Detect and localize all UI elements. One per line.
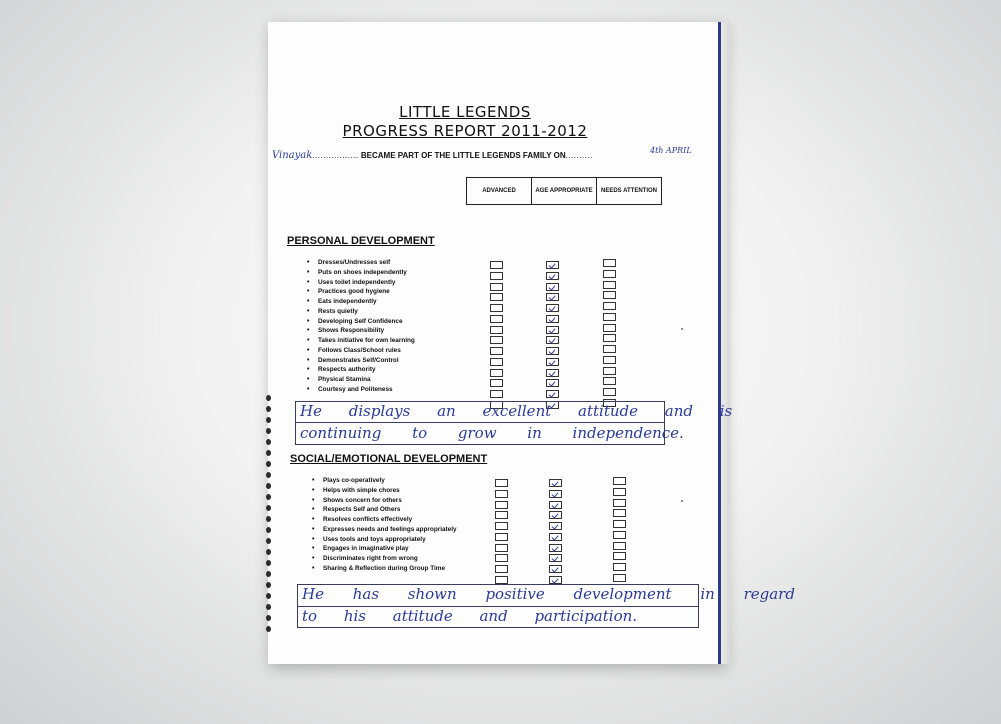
empty-checkbox: [495, 501, 508, 509]
personal-item: • Uses toilet independently: [307, 278, 415, 288]
empty-checkbox: [603, 313, 616, 321]
checked-checkbox: [549, 544, 562, 552]
spiral-hole: [266, 516, 271, 522]
empty-checkbox: [495, 522, 508, 530]
personal-item: • Courtesy and Politeness: [307, 385, 415, 395]
empty-checkbox: [603, 302, 616, 310]
checked-checkbox: [549, 479, 562, 487]
personal-comment-line1: He displays an excellent attitude and is: [300, 402, 733, 420]
empty-checkbox: [495, 544, 508, 552]
spiral-hole: [266, 472, 271, 478]
personal-comment-box: [295, 401, 733, 445]
empty-checkbox: [603, 334, 616, 342]
empty-checkbox: [490, 272, 503, 280]
spiral-hole: [266, 582, 271, 588]
spiral-hole: [266, 461, 271, 467]
empty-checkbox: [613, 488, 626, 496]
checked-checkbox: [546, 283, 559, 291]
personal-advanced-boxes: [490, 261, 503, 412]
personal-item: • Practices good hygiene: [307, 287, 415, 297]
checked-checkbox: [546, 358, 559, 366]
empty-checkbox: [603, 377, 616, 385]
empty-checkbox: [490, 379, 503, 387]
rating-col-advanced: ADVANCED: [467, 178, 532, 204]
social-item: • Discriminates right from wrong: [312, 554, 457, 564]
spiral-binding: [266, 395, 272, 640]
spiral-hole: [266, 428, 271, 434]
personal-item: • Puts on shoes independently: [307, 268, 415, 278]
social-age-appropriate-boxes: [549, 479, 562, 587]
personal-item: • Demonstrates Self/Control: [307, 356, 415, 366]
social-comment-line2: to his attitude and participation.: [302, 607, 638, 625]
social-advanced-boxes: [495, 479, 508, 587]
personal-item: • Takes initiative for own learning: [307, 336, 415, 346]
personal-age-appropriate-boxes: [546, 261, 559, 412]
empty-checkbox: [603, 270, 616, 278]
empty-checkbox: [490, 347, 503, 355]
checked-checkbox: [549, 490, 562, 498]
checked-checkbox: [546, 336, 559, 344]
social-comment-line1: He has shown positive development in regard: [302, 585, 795, 603]
empty-checkbox: [495, 533, 508, 541]
checked-checkbox: [546, 304, 559, 312]
child-name: Vinayak: [272, 150, 313, 161]
checked-checkbox: [546, 326, 559, 334]
spiral-hole: [266, 483, 271, 489]
rating-col-needs-attention: NEEDS ATTENTION: [600, 187, 657, 194]
personal-heading: PERSONAL DEVELOPMENT: [287, 235, 435, 247]
spiral-hole: [266, 615, 271, 621]
empty-checkbox: [490, 336, 503, 344]
empty-checkbox: [603, 291, 616, 299]
social-item: • Sharing & Reflection during Group Time: [312, 564, 457, 574]
spiral-hole: [266, 417, 271, 423]
spiral-hole: [266, 549, 271, 555]
social-items-list: [312, 476, 457, 574]
spiral-hole: [266, 494, 271, 500]
checked-checkbox: [546, 369, 559, 377]
social-item: • Resolves conflicts effectively: [312, 515, 457, 525]
empty-checkbox: [613, 552, 626, 560]
spiral-hole: [266, 571, 271, 577]
personal-item: • Follows Class/School rules: [307, 346, 415, 356]
spiral-hole: [266, 439, 271, 445]
checked-checkbox: [546, 390, 559, 398]
empty-checkbox: [613, 574, 626, 582]
empty-checkbox: [495, 576, 508, 584]
spiral-hole: [266, 626, 271, 632]
personal-item: • Dresses/Undresses self: [307, 258, 415, 268]
report-title: PROGRESS REPORT 2011-2012: [342, 122, 588, 140]
checked-checkbox: [549, 511, 562, 519]
empty-checkbox: [495, 511, 508, 519]
empty-checkbox: [490, 369, 503, 377]
checked-checkbox: [546, 347, 559, 355]
empty-checkbox: [490, 293, 503, 301]
social-item: • Respects Self and Others: [312, 505, 457, 515]
checked-checkbox: [546, 272, 559, 280]
social-item: • Plays co-operatively: [312, 476, 457, 486]
empty-checkbox: [603, 259, 616, 267]
empty-checkbox: [490, 326, 503, 334]
personal-item: • Rests quietly: [307, 307, 415, 317]
social-item: • Expresses needs and feelings appropriately: [312, 525, 457, 535]
empty-checkbox: [490, 261, 503, 269]
empty-checkbox: [613, 509, 626, 517]
personal-item: • Developing Self Confidence: [307, 317, 415, 327]
spiral-hole: [266, 395, 271, 401]
personal-needs-attention-boxes: [603, 259, 616, 410]
empty-checkbox: [495, 479, 508, 487]
spiral-hole: [266, 505, 271, 511]
social-item: • Helps with simple chores: [312, 486, 457, 496]
empty-checkbox: [495, 565, 508, 573]
social-comment-box: [297, 584, 795, 628]
social-item: • Shows concern for others: [312, 496, 457, 506]
spiral-hole: [266, 450, 271, 456]
paper-speck: [681, 500, 683, 502]
school-title: LITTLE LEGENDS: [399, 103, 531, 121]
empty-checkbox: [613, 542, 626, 550]
personal-item: • Shows Responsibility: [307, 326, 415, 336]
paper-speck: [681, 328, 683, 330]
checked-checkbox: [549, 576, 562, 584]
social-heading: SOCIAL/EMOTIONAL DEVELOPMENT: [290, 453, 488, 465]
empty-checkbox: [490, 390, 503, 398]
empty-checkbox: [603, 281, 616, 289]
intro-text: BECAME PART OF THE LITTLE LEGENDS FAMILY ON: [360, 151, 566, 160]
rating-header-table: [466, 177, 662, 205]
checked-checkbox: [549, 565, 562, 573]
checked-checkbox: [546, 315, 559, 323]
social-item: • Engages in imaginative play: [312, 544, 457, 554]
comment-rule: [296, 422, 664, 423]
empty-checkbox: [613, 477, 626, 485]
empty-checkbox: [613, 499, 626, 507]
intro-line: [272, 150, 692, 161]
name-dots: .................: [312, 151, 359, 160]
empty-checkbox: [490, 304, 503, 312]
checked-checkbox: [546, 379, 559, 387]
empty-checkbox: [490, 315, 503, 323]
empty-checkbox: [490, 283, 503, 291]
spiral-hole: [266, 560, 271, 566]
join-date: 4th APRIL: [650, 146, 692, 155]
empty-checkbox: [495, 554, 508, 562]
empty-checkbox: [490, 358, 503, 366]
checked-checkbox: [549, 533, 562, 541]
personal-item: • Eats independently: [307, 297, 415, 307]
spiral-hole: [266, 406, 271, 412]
personal-item: • Physical Stamina: [307, 375, 415, 385]
spiral-hole: [266, 538, 271, 544]
date-dots: ..........: [565, 151, 593, 160]
checked-checkbox: [549, 501, 562, 509]
social-item: • Uses tools and toys appropriately: [312, 535, 457, 545]
personal-item: • Respects authority: [307, 365, 415, 375]
personal-comment-line2: continuing to grow in independence.: [300, 424, 684, 442]
checked-checkbox: [546, 293, 559, 301]
rating-col-age-appropriate: AGE APPROPRIATE: [532, 178, 597, 204]
page-edge: [718, 22, 730, 664]
spiral-hole: [266, 604, 271, 610]
checked-checkbox: [546, 261, 559, 269]
checked-checkbox: [549, 522, 562, 530]
checked-checkbox: [549, 554, 562, 562]
social-needs-attention-boxes: [613, 477, 626, 585]
spiral-hole: [266, 527, 271, 533]
empty-checkbox: [613, 531, 626, 539]
empty-checkbox: [603, 367, 616, 375]
spiral-hole: [266, 593, 271, 599]
empty-checkbox: [603, 356, 616, 364]
empty-checkbox: [603, 324, 616, 332]
empty-checkbox: [613, 563, 626, 571]
personal-items-list: [307, 258, 415, 395]
empty-checkbox: [603, 388, 616, 396]
empty-checkbox: [613, 520, 626, 528]
empty-checkbox: [603, 345, 616, 353]
empty-checkbox: [495, 490, 508, 498]
